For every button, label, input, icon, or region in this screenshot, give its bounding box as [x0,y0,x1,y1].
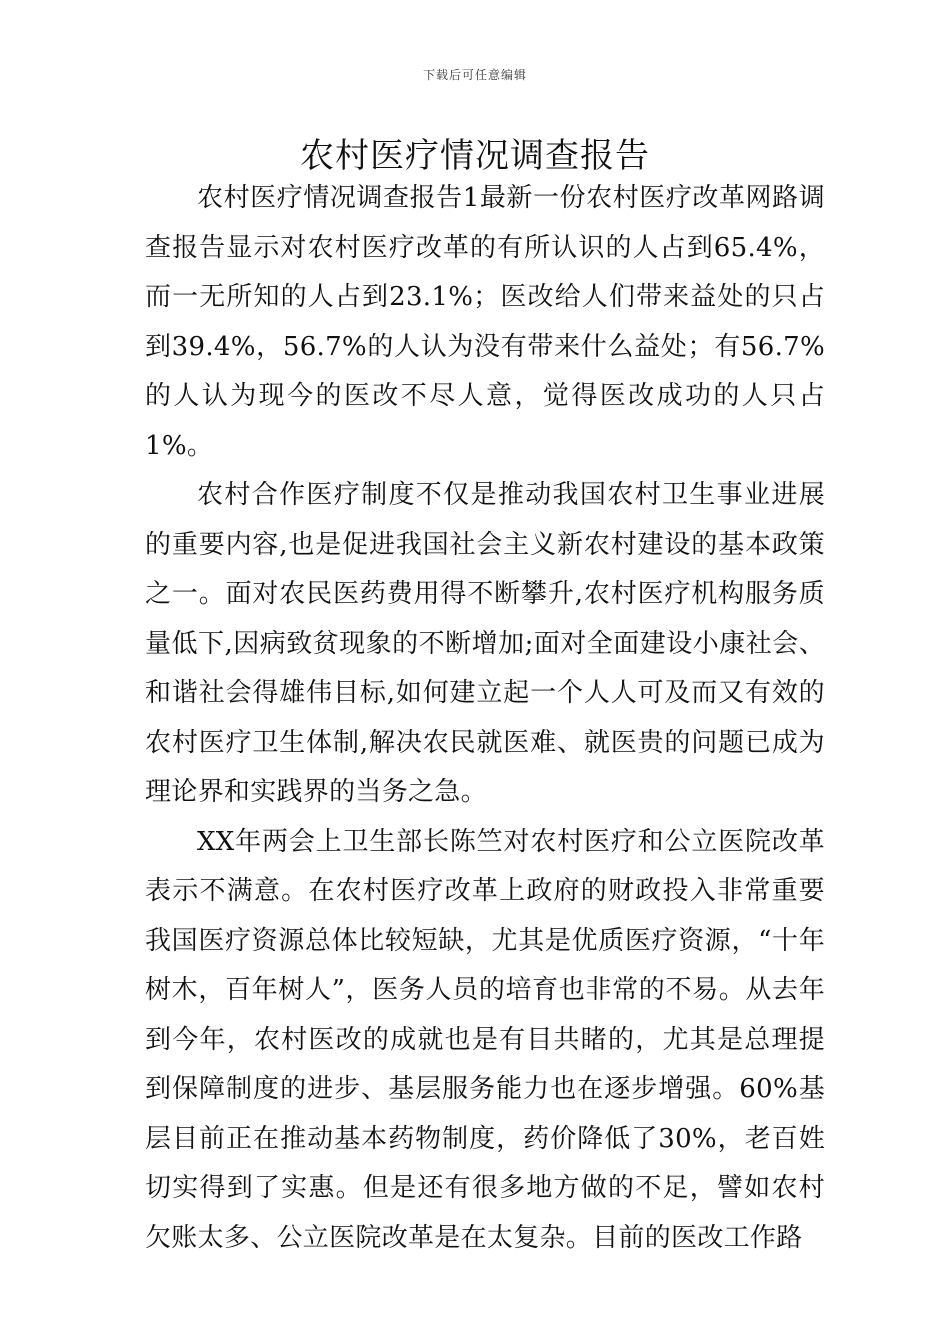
paragraph-3: XX年两会上卫生部长陈竺对农村医疗和公立医院改革表示不满意。在农村医疗改革上政府的财政投入非常重要我国医疗资源总体比较短缺，尤其是优质医疗资源，“十年树木，百年树人”，医务人员的培育也非常的不易。从去年到今年，农村医改的成就也是有目共睹的，尤其是总理提到保障制度的进步、基层服务能力也在逐步增强。60%基层目前正在推动基本药物制度，药价降低了30%，老百姓切实得到了实惠。但是还有很多地方做的不足，譬如农村欠账太多、公立医院改革是在太复杂。目前的医改工作路 [145,826,825,1253]
paragraph-2: 农村合作医疗制度不仅是推动我国农村卫生事业进展的重要内容,也是促进我国社会主义新农村建设的基本政策之一。面对农民医药费用得不断攀升,农村医疗机构服务质量低下,因病致贫现象的不断增加;面对全面建设小康社会、和谐社会得雄伟目标,如何建立起一个人人可及而又有效的农村医疗卫生体制,解决农民就医难、就医贵的问题已成为理论界和实践界的当务之急。 [145,480,825,807]
document-body [145,174,825,1263]
header-note: 下载后可任意编辑 [422,68,527,82]
document-title: 农村医疗情况调查报告 [300,136,650,176]
paragraph-1: 农村医疗情况调查报告1最新一份农村医疗改革网路调查报告显示对农村医疗改革的有所认识的人占到65.4%，而一无所知的人占到23.1%；医改给人们带来益处的只占到39.4%，56.7%的人认为没有带来什么益处；有56.7%的人认为现今的医改不尽人意，觉得医改成功的人只占1%。 [145,183,825,461]
